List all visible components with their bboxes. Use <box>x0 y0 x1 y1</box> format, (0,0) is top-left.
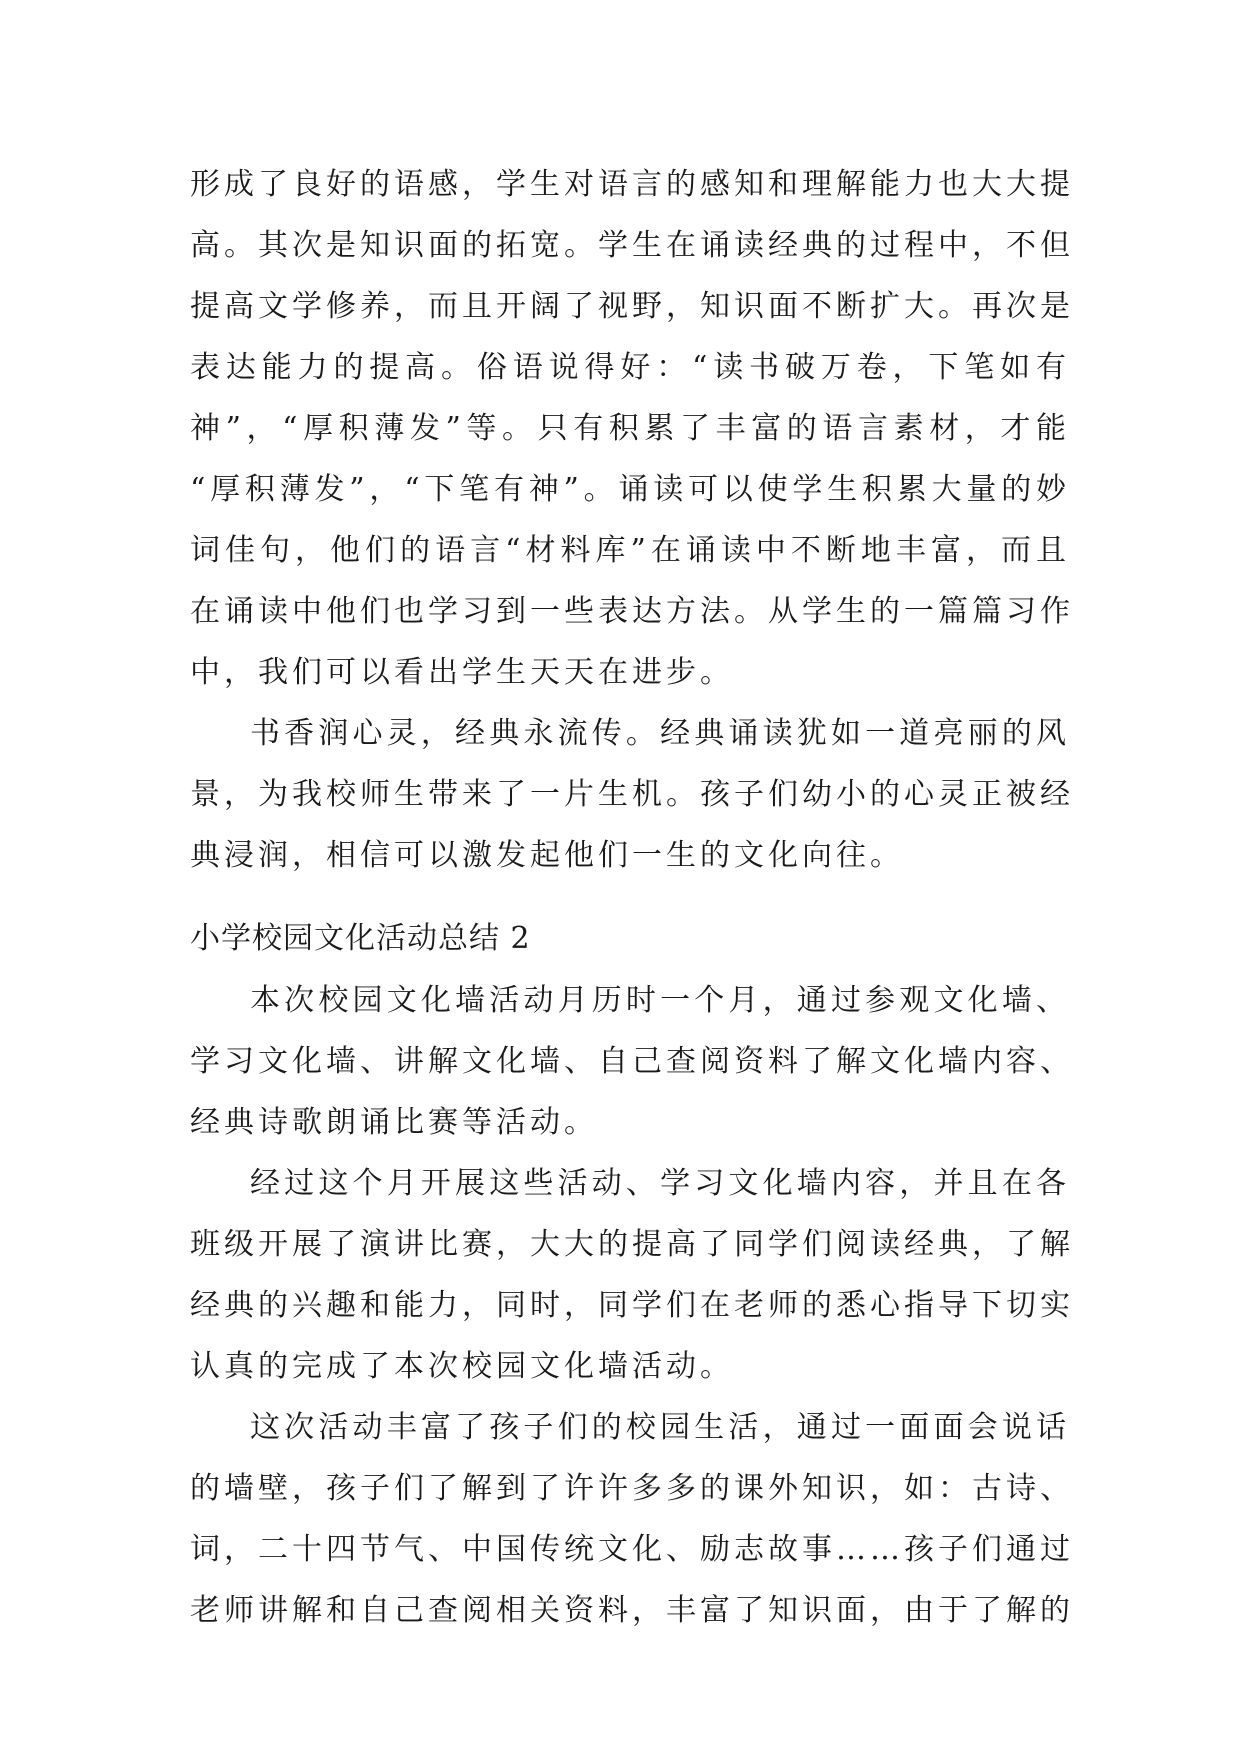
text-line: 词，二十四节气、中国传统文化、励志故事……孩子们通过 <box>190 1532 1074 1567</box>
text-line: 表达能力的提高。俗语说得好：“读书破万卷，下笔如有 <box>190 350 1070 385</box>
text-line: 景，为我校师生带来了一片生机。孩子们幼小的心灵正被经 <box>190 777 1074 812</box>
text-line: 形成了良好的语感，学生对语言的感知和理解能力也大大提 <box>190 167 1074 202</box>
text-line: 这次活动丰富了孩子们的校园生活，通过一面面会说话 <box>250 1410 1070 1445</box>
text-line: 高。其次是知识面的拓宽。学生在诵读经典的过程中，不但 <box>190 228 1074 263</box>
paragraph-activity-overview <box>190 970 1074 1153</box>
text-line: 经过这个月开展这些活动、学习文化墙内容，并且在各 <box>250 1166 1070 1201</box>
text-line: “厚积薄发”，“下笔有神”。诵读可以使学生积累大量的妙 <box>190 472 1070 507</box>
text-line: 老师讲解和自己查阅相关资料，丰富了知识面，由于了解的 <box>190 1593 1074 1628</box>
text-line: 经典的兴趣和能力，同时，同学们在老师的悉心指导下切实 <box>190 1288 1074 1323</box>
text-line: 在诵读中他们也学习到一些表达方法。从学生的一篇篇习作 <box>190 594 1074 629</box>
text-line: 的墙壁，孩子们了解到了许许多多的课外知识，如：古诗、 <box>190 1471 1074 1506</box>
body-text-section-1 <box>190 154 1074 886</box>
text-line: 学习文化墙、讲解文化墙、自己查阅资料了解文化墙内容、 <box>190 1044 1074 1079</box>
paragraph-closing <box>190 703 1074 886</box>
paragraph-reading-benefits <box>190 154 1074 703</box>
section-heading: 小学校园文化活动总结 2 <box>190 921 531 956</box>
text-line: 典浸润，相信可以激发起他们一生的文化向往。 <box>190 838 904 873</box>
text-line: 班级开展了演讲比赛，大大的提高了同学们阅读经典，了解 <box>190 1227 1074 1262</box>
paragraph-activity-results <box>190 1153 1074 1397</box>
body-text-section-2 <box>190 970 1074 1641</box>
text-line: 中，我们可以看出学生天天在进步。 <box>190 655 734 690</box>
text-line: 经典诗歌朗诵比赛等活动。 <box>190 1105 598 1140</box>
text-line: 认真的完成了本次校园文化墙活动。 <box>190 1349 734 1384</box>
text-line: 书香润心灵，经典永流传。经典诵读犹如一道亮丽的风 <box>250 716 1070 751</box>
text-line: 本次校园文化墙活动月历时一个月，通过参观文化墙、 <box>250 983 1070 1018</box>
text-line: 提高文学修养，而且开阔了视野，知识面不断扩大。再次是 <box>190 289 1074 324</box>
text-line: 神”，“厚积薄发”等。只有积累了丰富的语言素材，才能 <box>190 411 1070 446</box>
text-line: 词佳句，他们的语言“材料库”在诵读中不断地丰富，而且 <box>190 533 1070 568</box>
paragraph-activity-impact <box>190 1397 1074 1641</box>
